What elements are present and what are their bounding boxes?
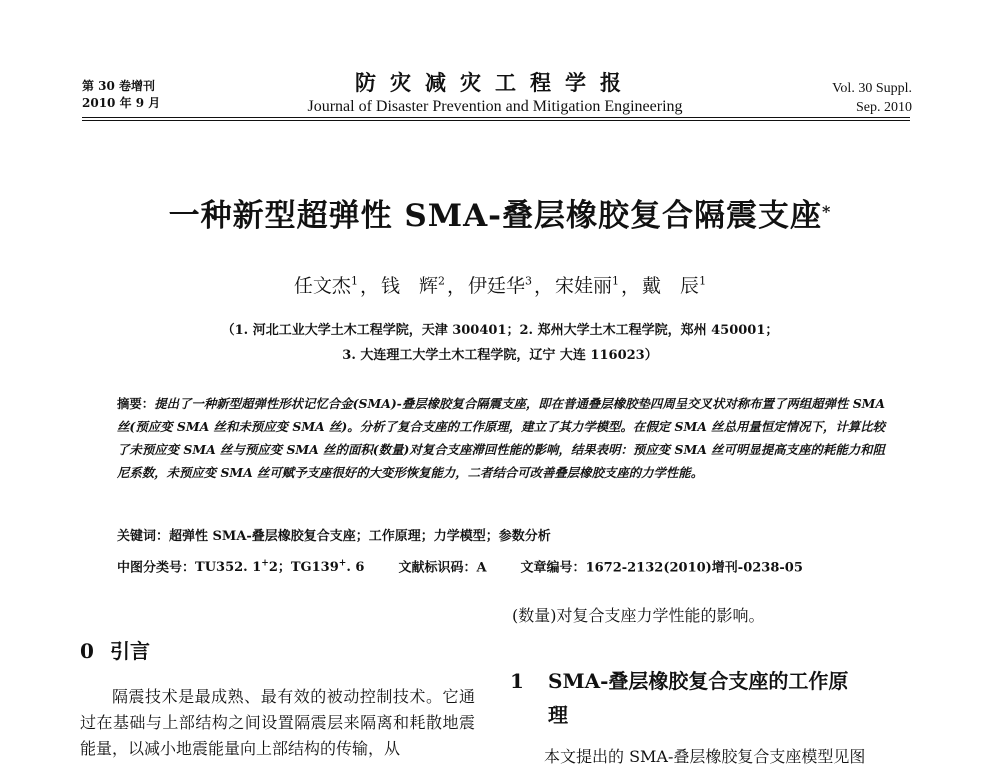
right-column-body (512, 744, 917, 770)
abstract-text: 提出了一种新型超弹性形状记忆合金(SMA)-叠层橡胶复合隔震支座，即在普通叠层橡胶垫四周呈交叉状对称布置了两组超弹性 SMA 丝(预应变 SMA 丝和未预应变 SMA 丝)。分析了复合支座的工作原理，建立了其力学模型。在假定 SMA 丝总用量恒定情况下，计算比较了未预应变 SMA 丝与预应变 SMA 丝的面积(数量)对复合支座滞回性能的影响，结果表明：预应变 SMA 丝可明显提高支座的耗能力和阻尼系数，未预应变 SMA 丝可赋予支座很好的大变形恢复能力，二者结合可改善叠层橡胶支座的力学性能。 (117, 396, 885, 480)
issue-info (82, 78, 160, 112)
paper-title (0, 196, 1000, 236)
keywords-label: 关键词： (117, 529, 170, 544)
affiliation-line: （1. 河北工业大学土木工程学院，天津 300401；2. 郑州大学土木工程学院，郑州 450001； (221, 323, 779, 338)
volume-issue: 第 30 卷增刊 (82, 79, 156, 93)
keywords-text: 超弹性 SMA-叠层橡胶复合支座；工作原理；力学模型；参数分析 (169, 529, 551, 544)
right-column-continuation: (数量)对复合支座力学性能的影响。 (512, 606, 765, 625)
paper-title-text: 一种新型超弹性 SMA-叠层橡胶复合隔震支座 (168, 198, 823, 234)
author: 钱 辉$^2$ (380, 275, 445, 298)
section-title: 引言 (110, 639, 150, 663)
section-title-continuation: 理 (548, 703, 568, 727)
header-rule-top (82, 117, 910, 118)
doc-code-value: A (476, 560, 487, 576)
clc-label: 中图分类号： (117, 560, 196, 576)
issue-date-en: Sep. 2010 (856, 100, 912, 115)
keywords (117, 527, 551, 547)
section-title: SMA-叠层橡胶复合支座的工作原 (548, 669, 849, 693)
doc-code-label: 文献标识码： (398, 560, 477, 576)
author: 戴 辰$^1$ (642, 275, 707, 298)
affiliation-line: 3. 大连理工大学土木工程学院，辽宁 大连 116023） (342, 348, 658, 363)
article-number-value: 1672-2132(2010)增刊-0238-05 (585, 560, 803, 576)
issue-date: 2010 年 9 月 (82, 96, 161, 110)
article-number-label: 文章编号： (520, 560, 586, 576)
issue-info-en (832, 79, 912, 117)
author: 任文杰$^1$ (293, 275, 358, 298)
section-heading-intro (80, 638, 150, 664)
author: 宋娃丽$^1$ (555, 275, 620, 298)
journal-title-cn: 防灾减灾工程学报 (355, 70, 635, 95)
header-rule-bottom (82, 120, 910, 121)
title-footnote-mark: * (822, 202, 832, 221)
affiliations (0, 318, 1000, 368)
classification-line (117, 554, 803, 578)
section-number: 1 (510, 669, 524, 693)
paragraph: 本文提出的 SMA-叠层橡胶复合支座模型见图 (544, 747, 866, 766)
paragraph: 隔震技术是最成熟、最有效的被动控制技术。它通过在基础与上部结构之间设置隔震层来隔离和耗散地震能量，以减小地震能量向上部结构的传输，从 (80, 687, 475, 758)
section-heading-principle (510, 664, 920, 732)
clc-value: TU352. 1+2；TG139+. 6 (195, 559, 365, 576)
journal-title-en: Journal of Disaster Prevention and Mitigation Engineering (307, 98, 683, 115)
author: 伊廷华$^3$ (467, 275, 532, 298)
left-column (80, 684, 475, 762)
abstract-label: 摘要： (117, 396, 155, 411)
journal-title (230, 70, 760, 117)
section-number: 0 (80, 639, 94, 663)
author-list: 任文杰$^1$ ， 钱 辉$^2$ ， 伊廷华$^3$ ， 宋娃丽$^1$ ， 戴 辰$^1$ (293, 275, 707, 298)
volume-issue-en: Vol. 30 Suppl. (832, 81, 912, 96)
abstract (117, 392, 885, 484)
